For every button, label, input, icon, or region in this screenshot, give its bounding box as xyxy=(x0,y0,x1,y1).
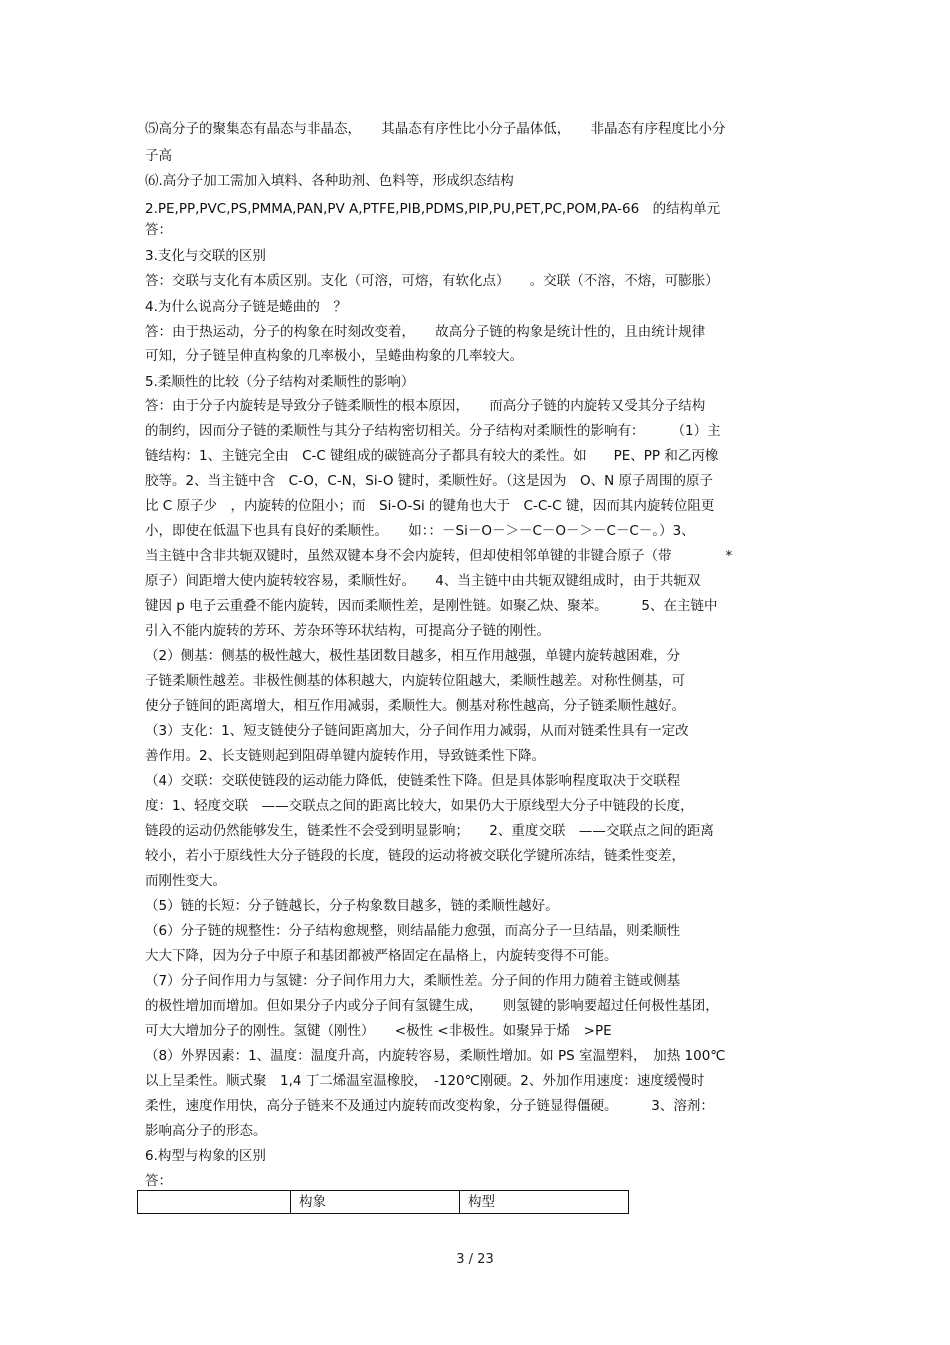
table-header-configuration: 构型 xyxy=(468,1194,495,1210)
text-line: 键因 p 电子云重叠不能内旋转，因而柔顺性差，是刚性链。如聚乙炔、聚苯。 5、在主链中 xyxy=(145,598,718,614)
text-line: 原子）间距增大使内旋转较容易，柔顺性好。 4、当主链中由共轭双键组成时，由于共轭双 xyxy=(145,573,701,589)
text-line: 比 C 原子少 ，内旋转的位阻小；而 Si-O-Si 的键角也大于 C-C-C 键，因而其内旋转位阻更 xyxy=(145,498,715,514)
text-line: 当主链中含非共轭双键时，虽然双键本身不会内旋转，但却使相邻单键的非键合原子（带 * xyxy=(145,548,733,564)
text-line: 答：由于分子内旋转是导致分子链柔顺性的根本原因， 而高分子链的内旋转又受其分子结构 xyxy=(145,398,706,414)
text-line: 可大大增加分子的刚性。氢键（刚性） <极性 <非极性。如聚异于烯 >PE xyxy=(145,1023,612,1039)
text-line: 善作用。2、长支链则起到阻碍单键内旋转作用，导致链柔性下降。 xyxy=(145,748,546,764)
table-header-conformation: 构象 xyxy=(291,1191,460,1213)
comparison-table xyxy=(137,1190,629,1214)
text-line: 子链柔顺性越差。非极性侧基的体积越大，内旋转位阻越大，柔顺性越差。对称性侧基，可 xyxy=(145,673,685,689)
text-line: 3.支化与交联的区别 xyxy=(145,248,266,264)
text-line: 2.PE,PP,PVC,PS,PMMA,PAN,PV A,PTFE,PIB,PDMS,PIP,PU,PET,PC,POM,PA-66 的结构单元 xyxy=(145,201,721,217)
text-line: 答：交联与支化有本质区别。支化（可溶，可熔，有软化点） 。交联（不溶，不熔，可膨胀） xyxy=(145,273,719,289)
text-line: 链段的运动仍然能够发生，链柔性不会受到明显影响； 2、重度交联 ——交联点之间的距离 xyxy=(145,823,714,839)
text-line: 答：由于热运动，分子的构象在时刻改变着， 故高分子链的构象是统计性的，且由统计规律 xyxy=(145,324,706,340)
text-line: 5.柔顺性的比较（分子结构对柔顺性的影响） xyxy=(145,374,415,390)
text-line: 链结构：1、主链完全由 C-C 键组成的碳链高分子都具有较大的柔性。如 PE、PP 和乙丙橡 xyxy=(145,448,719,464)
text-line: 子高 xyxy=(145,148,172,164)
text-line: 较小，若小于原线性大分子链段的长度，链段的运动将被交联化学键所冻结，链柔性变差， xyxy=(145,848,685,864)
table-cell-empty xyxy=(138,1191,291,1213)
text-line: 的制约，因而分子链的柔顺性与其分子结构密切相关。分子结构对柔顺性的影响有： （1）主 xyxy=(145,423,721,439)
text-line: 小，即使在低温下也具有良好的柔顺性。 如：：－Si－O－＞－C－O－＞－C－C－。）3、 xyxy=(145,523,695,539)
text-line: 胶等。2、当主链中含 C-O，C-N，Si-O 键时，柔顺性好。（这是因为 O、N 原子周围的原子 xyxy=(145,473,714,489)
text-line: 而刚性变大。 xyxy=(145,873,226,889)
page-number: 3 / 23 xyxy=(456,1252,494,1267)
text-line: （3）支化：1、短支链使分子链间距离加大，分子间作用力减弱，从而对链柔性具有一定改 xyxy=(145,723,689,739)
text-line: 答： xyxy=(145,222,172,238)
text-line: （7）分子间作用力与氢键：分子间作用力大，柔顺性差。分子间的作用力随着主链或侧基 xyxy=(145,973,681,989)
text-line: （2）侧基：侧基的极性越大，极性基团数目越多，相互作用越强，单键内旋转越困难，分 xyxy=(145,648,681,664)
text-line: ⑸高分子的聚集态有晶态与非晶态， 其晶态有序性比小分子晶体低， 非晶态有序程度比小分 xyxy=(145,121,726,137)
text-line: 答： xyxy=(145,1173,172,1189)
text-line: （5）链的长短：分子链越长，分子构象数目越多，链的柔顺性越好。 xyxy=(145,898,559,914)
text-line: 6.构型与构象的区别 xyxy=(145,1148,266,1164)
text-line: 以上呈柔性。顺式聚 1,4 丁二烯温室温橡胶， -120℃刚硬。2、外加作用速度：速度缓慢时 xyxy=(145,1073,705,1089)
text-line: 4.为什么说高分子链是蜷曲的 ？ xyxy=(145,299,347,315)
text-line: （4）交联：交联使链段的运动能力降低，使链柔性下降。但是具体影响程度取决于交联程 xyxy=(145,773,681,789)
text-line: 影响高分子的形态。 xyxy=(145,1123,267,1139)
text-line: 的极性增加而增加。但如果分子内或分子间有氢键生成， 则氢键的影响要超过任何极性基团， xyxy=(145,998,719,1014)
text-line: （6）分子链的规整性：分子结构愈规整，则结晶能力愈强，而高分子一旦结晶，则柔顺性 xyxy=(145,923,681,939)
text-line: 引入不能内旋转的芳环、芳杂环等环状结构，可提高分子链的刚性。 xyxy=(145,623,550,639)
text-line: 度：1、轻度交联 ——交联点之间的距离比较大，如果仍大于原线型大分子中链段的长度， xyxy=(145,798,694,814)
text-line: 大大下降，因为分子中原子和基团都被严格固定在晶格上，内旋转变得不可能。 xyxy=(145,948,618,964)
text-line: 柔性，速度作用快，高分子链来不及通过内旋转而改变构象，分子链显得僵硬。 3、溶剂： xyxy=(145,1098,714,1114)
text-line: 使分子链间的距离增大，相互作用减弱，柔顺性大。侧基对称性越高，分子链柔顺性越好。 xyxy=(145,698,685,714)
text-line: ⑹.高分子加工需加入填料、各种助剂、色料等，形成织态结构 xyxy=(145,173,514,189)
text-line: （8）外界因素：1、温度：温度升高，内旋转容易，柔顺性增加。如 PS 室温塑料， 加热 100℃ xyxy=(145,1048,726,1064)
text-line: 可知，分子链呈伸直构象的几率极小，呈蜷曲构象的几率较大。 xyxy=(145,348,523,364)
